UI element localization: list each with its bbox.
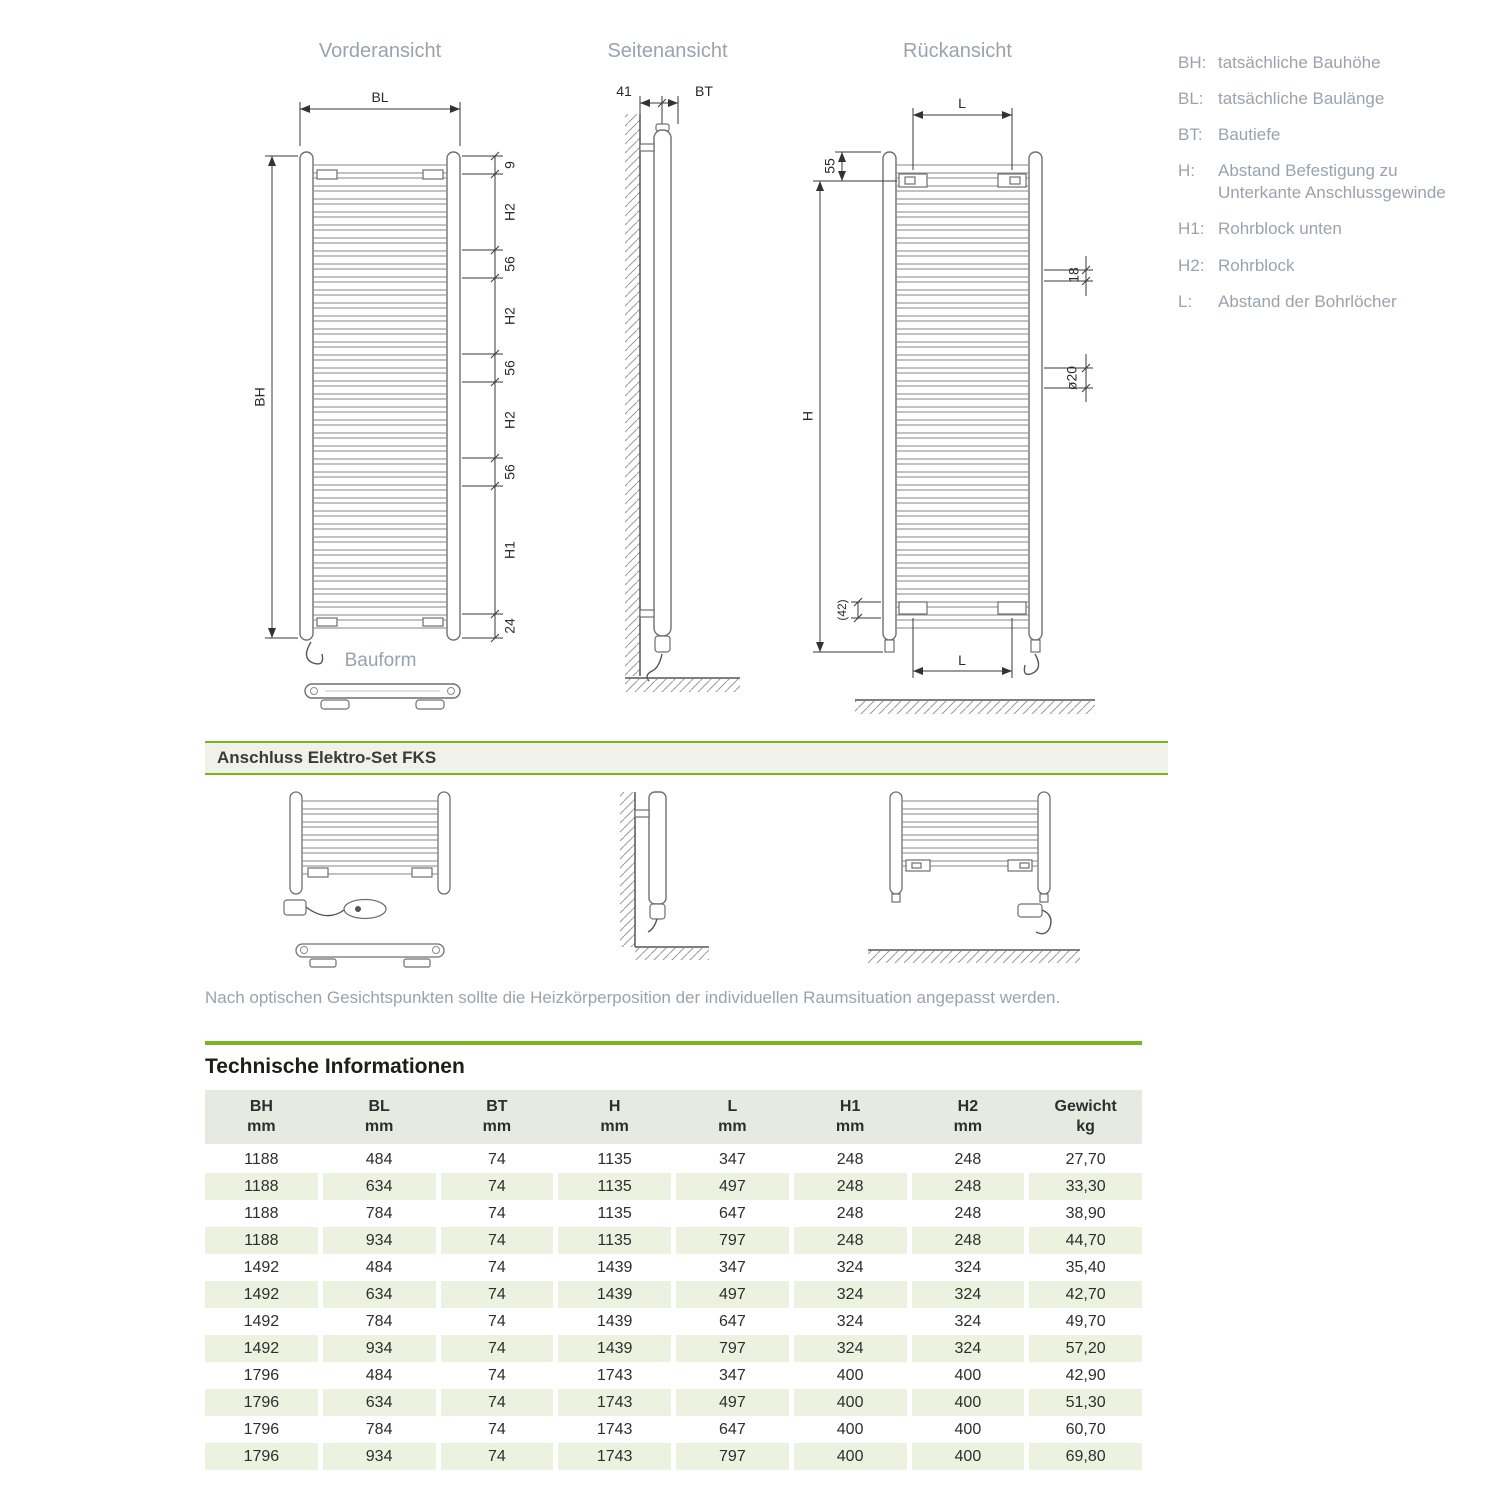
table-cell: 324 xyxy=(836,1313,864,1330)
table-cell: 797 xyxy=(676,1335,789,1362)
position-note: Nach optischen Gesichtspunkten sollte die Heizkörperposition der individuellen Raumsituation angepasst werden. xyxy=(205,988,1061,1007)
bauform-label: Bauform xyxy=(344,650,417,671)
column-unit: mm xyxy=(718,1118,747,1135)
dim-l-top-label: L xyxy=(958,95,966,111)
table-cell: 51,30 xyxy=(1029,1389,1142,1416)
table-cell: 1439 xyxy=(596,1313,633,1330)
legend-text: tatsächliche Baulänge xyxy=(1218,89,1385,109)
table-cell: 248 xyxy=(912,1173,1025,1200)
bauform-drawing xyxy=(295,676,470,726)
table-cell: 324 xyxy=(912,1281,1025,1308)
table-cell: 484 xyxy=(365,1151,393,1168)
dim-18-label: 18 xyxy=(1065,267,1082,283)
table-cell: 1439 xyxy=(558,1335,671,1362)
heating-element xyxy=(655,636,670,652)
table-cell: 400 xyxy=(794,1443,907,1470)
column-label: BH xyxy=(249,1098,273,1115)
power-cable xyxy=(647,654,662,681)
table-cell: 1743 xyxy=(558,1389,671,1416)
column-label: H xyxy=(608,1098,621,1115)
fks-section-bar xyxy=(205,741,1168,775)
rungs xyxy=(302,798,438,876)
table-cell: 1796 xyxy=(243,1367,280,1384)
legend-text: Rohrblock xyxy=(1218,255,1295,275)
dim-bt-label: BT xyxy=(695,83,713,99)
table-cell: 784 xyxy=(365,1205,393,1222)
table-row xyxy=(205,1200,1142,1227)
table-row xyxy=(205,1416,1142,1443)
table-cell: 497 xyxy=(676,1281,789,1308)
column-label: H2 xyxy=(957,1098,979,1115)
table-cell: 44,70 xyxy=(1029,1227,1142,1254)
table-row xyxy=(205,1254,1142,1281)
table-cell: 248 xyxy=(836,1205,864,1222)
column-unit: mm xyxy=(953,1118,983,1135)
table-header-cell xyxy=(441,1090,554,1144)
table-cell: 647 xyxy=(719,1313,746,1330)
table-row xyxy=(205,1335,1142,1362)
floor-hatch xyxy=(625,679,740,692)
dim-56-label: 56 xyxy=(501,256,518,272)
column-label: BL xyxy=(368,1098,390,1115)
table-cell: 1492 xyxy=(205,1281,318,1308)
dim-42-lines xyxy=(851,598,881,622)
dim-56-label: 56 xyxy=(501,464,518,480)
table-cell: 1796 xyxy=(243,1421,280,1438)
tech-table xyxy=(205,1090,1142,1470)
fks-front-drawing xyxy=(268,792,483,982)
floor-hatch xyxy=(868,951,1080,963)
table-row xyxy=(205,1389,1142,1416)
table-row xyxy=(205,1362,1142,1389)
column-label: Gewicht xyxy=(1054,1098,1117,1115)
table-cell: 1492 xyxy=(205,1335,318,1362)
dim-l-bottom-label: L xyxy=(958,652,966,668)
radiator-side xyxy=(649,792,666,904)
table-cell: 248 xyxy=(954,1151,982,1168)
table-header-cell xyxy=(676,1090,789,1144)
heating-element xyxy=(650,904,665,919)
table-cell: 60,70 xyxy=(1065,1421,1106,1438)
tech-info-title: Technische Informationen xyxy=(205,1055,465,1078)
table-cell: 1439 xyxy=(596,1259,633,1276)
column-label: L xyxy=(727,1098,738,1115)
table-header-cell xyxy=(205,1090,318,1144)
table-cell: 74 xyxy=(487,1151,506,1168)
dim-24-label: 24 xyxy=(501,618,518,634)
table-cell: 248 xyxy=(912,1227,1025,1254)
power-cable xyxy=(648,919,657,932)
table-cell: 400 xyxy=(836,1421,864,1438)
legend-item xyxy=(1178,160,1468,204)
table-cell: 484 xyxy=(365,1367,393,1384)
legend-abbr: H: xyxy=(1178,161,1195,181)
rear-view-drawing xyxy=(795,78,1100,733)
side-view-drawing xyxy=(592,78,747,723)
table-cell: 1743 xyxy=(596,1367,633,1384)
table-cell: 497 xyxy=(676,1389,789,1416)
table-cell: 400 xyxy=(954,1367,982,1384)
table-cell: 324 xyxy=(954,1259,982,1276)
table-cell: 33,30 xyxy=(1029,1173,1142,1200)
table-body xyxy=(205,1146,1142,1470)
right-dim-chain xyxy=(462,152,503,642)
rear-radiator-rungs xyxy=(896,164,1029,630)
table-cell: 324 xyxy=(794,1281,907,1308)
legend-abbr: BT: xyxy=(1178,125,1203,145)
dim-h1-label: H1 xyxy=(501,541,518,559)
floor-hatch xyxy=(635,948,709,960)
table-header-cell xyxy=(794,1090,907,1144)
dim-bh-label: BH xyxy=(251,387,268,407)
dim-h-label: H xyxy=(799,410,816,422)
heating-element xyxy=(284,900,306,915)
table-cell: 57,20 xyxy=(1029,1335,1142,1362)
table-cell: 74 xyxy=(487,1313,506,1330)
dim-56-label: 56 xyxy=(501,360,518,376)
table-header-cell xyxy=(323,1090,436,1144)
table-cell: 42,70 xyxy=(1029,1281,1142,1308)
table-cell: 797 xyxy=(676,1443,789,1470)
table-cell: 1135 xyxy=(558,1227,671,1254)
legend-item xyxy=(1178,255,1468,277)
column-label: BT xyxy=(486,1098,508,1115)
table-cell: 400 xyxy=(794,1389,907,1416)
table-row xyxy=(205,1146,1142,1173)
table-cell: 934 xyxy=(323,1443,436,1470)
legend-text: Rohrblock unten xyxy=(1218,219,1342,239)
table-cell: 324 xyxy=(912,1335,1025,1362)
fks-side-drawing xyxy=(597,792,712,982)
table-cell: 934 xyxy=(323,1335,436,1362)
table-row xyxy=(205,1308,1142,1335)
table-cell: 35,40 xyxy=(1065,1259,1106,1276)
table-cell: 1135 xyxy=(597,1205,632,1222)
table-cell: 74 xyxy=(441,1227,554,1254)
table-cell: 400 xyxy=(954,1421,982,1438)
side-radiator-body xyxy=(654,130,671,636)
table-top-rule xyxy=(205,1041,1142,1045)
table-header xyxy=(205,1090,1142,1144)
legend-text: Abstand der Bohrlöcher xyxy=(1218,291,1397,311)
table-cell: 1188 xyxy=(205,1227,318,1254)
legend-abbr: BL: xyxy=(1178,89,1204,109)
side-view-title: Seitenansicht xyxy=(607,40,728,62)
dim-h2-label: H2 xyxy=(501,203,518,221)
table-cell: 647 xyxy=(719,1205,746,1222)
table-cell: 647 xyxy=(719,1421,746,1438)
table-cell: 400 xyxy=(912,1389,1025,1416)
table-cell: 1796 xyxy=(205,1389,318,1416)
legend-abbr: H1: xyxy=(1178,219,1205,239)
table-cell: 347 xyxy=(719,1367,746,1384)
dim-h2-label: H2 xyxy=(501,307,518,325)
dim-42-label: (42) xyxy=(835,599,850,621)
table-cell: 74 xyxy=(487,1367,506,1384)
table-cell: 347 xyxy=(719,1259,746,1276)
table-cell: 324 xyxy=(836,1259,864,1276)
legend-abbr: BH: xyxy=(1178,53,1207,72)
legend-text: Abstand Befestigung zu Unterkante Anschlussgewinde xyxy=(1218,161,1446,203)
table-row xyxy=(205,1173,1142,1200)
table-cell: 784 xyxy=(365,1313,393,1330)
table-cell: 74 xyxy=(441,1281,554,1308)
table-cell: 497 xyxy=(676,1173,789,1200)
table-cell: 1743 xyxy=(558,1443,671,1470)
column-unit: mm xyxy=(482,1118,512,1135)
legend-abbr: L: xyxy=(1178,291,1193,311)
table-cell: 248 xyxy=(836,1151,864,1168)
column-unit: mm xyxy=(600,1118,629,1135)
table-cell: 248 xyxy=(794,1227,907,1254)
legend-abbr: H2: xyxy=(1178,255,1205,275)
table-cell: 484 xyxy=(365,1259,393,1276)
control-unit xyxy=(344,900,386,919)
bracket xyxy=(635,810,649,817)
dim-41-bt-lines xyxy=(640,96,678,124)
control-knob xyxy=(355,906,361,912)
column-unit: mm xyxy=(247,1118,276,1135)
wall-hatch xyxy=(620,792,635,947)
rungs xyxy=(902,798,1038,870)
table-cell: 634 xyxy=(323,1281,436,1308)
table-cell: 784 xyxy=(365,1421,393,1438)
table-cell: 27,70 xyxy=(1065,1151,1106,1168)
legend xyxy=(1178,52,1468,327)
table-cell: 38,90 xyxy=(1065,1205,1106,1222)
dim-9-label: 9 xyxy=(501,161,518,169)
legend-item xyxy=(1178,291,1468,313)
table-header-cell xyxy=(912,1090,1025,1144)
table-cell: 934 xyxy=(323,1227,436,1254)
table-cell: 74 xyxy=(441,1335,554,1362)
wall-hatch xyxy=(625,114,640,676)
heating-element xyxy=(1018,904,1042,917)
table-cell: 1135 xyxy=(597,1151,632,1168)
table-cell: 69,80 xyxy=(1029,1443,1142,1470)
table-cell: 400 xyxy=(836,1367,864,1384)
table-cell: 74 xyxy=(487,1205,506,1222)
table-cell: 1135 xyxy=(558,1173,671,1200)
dim-h-lines xyxy=(813,181,883,652)
fks-rear-drawing xyxy=(868,792,1083,972)
table-cell: 400 xyxy=(912,1443,1025,1470)
table-cell: 797 xyxy=(676,1227,789,1254)
table-cell: 1188 xyxy=(244,1151,279,1168)
dim-41-label: 41 xyxy=(616,83,632,99)
legend-text: Bautiefe xyxy=(1218,125,1281,145)
table-cell: 74 xyxy=(441,1389,554,1416)
dim-55-label: 55 xyxy=(821,158,838,174)
table-cell: 42,90 xyxy=(1065,1367,1106,1384)
table-cell: 324 xyxy=(954,1313,982,1330)
dim-bl-label: BL xyxy=(371,89,389,105)
dim-dia20-label: ø20 xyxy=(1063,365,1080,391)
legend-item xyxy=(1178,88,1468,110)
table-cell: 1743 xyxy=(596,1421,633,1438)
table-row xyxy=(205,1443,1142,1470)
table-cell: 248 xyxy=(794,1173,907,1200)
table-cell: 1796 xyxy=(205,1443,318,1470)
table-cell: 1492 xyxy=(243,1259,280,1276)
front-view-title: Vorderansicht xyxy=(318,40,442,62)
column-unit: mm xyxy=(364,1118,394,1135)
table-cell: 1492 xyxy=(243,1313,280,1330)
table-header-cell xyxy=(558,1090,671,1144)
table-cell: 74 xyxy=(487,1421,506,1438)
dim-bh-lines xyxy=(265,156,298,638)
dim-h2-label: H2 xyxy=(501,411,518,429)
table-row xyxy=(205,1281,1142,1308)
table-cell: 634 xyxy=(323,1389,436,1416)
table-cell: 1188 xyxy=(244,1205,279,1222)
table-cell: 248 xyxy=(954,1205,982,1222)
legend-item xyxy=(1178,52,1468,74)
legend-item xyxy=(1178,124,1468,146)
power-cable xyxy=(1024,654,1038,674)
front-view-drawing xyxy=(245,78,518,733)
legend-item xyxy=(1178,218,1468,240)
column-label: H1 xyxy=(839,1098,861,1115)
fks-section-title: Anschluss Elektro-Set FKS xyxy=(217,748,437,767)
column-unit: mm xyxy=(835,1118,865,1135)
table-cell: 347 xyxy=(719,1151,746,1168)
table-cell: 74 xyxy=(441,1443,554,1470)
table-cell: 634 xyxy=(323,1173,436,1200)
power-cable xyxy=(306,907,344,916)
table-row xyxy=(205,1227,1142,1254)
table-cell: 1439 xyxy=(558,1281,671,1308)
side-mounting-brackets xyxy=(640,144,654,617)
table-cell: 49,70 xyxy=(1065,1313,1106,1330)
column-unit: kg xyxy=(1076,1118,1095,1135)
table-cell: 324 xyxy=(794,1335,907,1362)
dim-l-top-lines xyxy=(913,108,1012,170)
table-header-cell xyxy=(1029,1090,1142,1144)
rear-view-title: Rückansicht xyxy=(903,40,1012,62)
table-cell: 1188 xyxy=(205,1173,318,1200)
front-radiator-rungs xyxy=(313,164,447,630)
bauform-profile xyxy=(296,944,444,967)
floor-hatch xyxy=(855,701,1095,714)
legend-text: tatsächliche Bauhöhe xyxy=(1218,53,1381,72)
table-cell: 74 xyxy=(487,1259,506,1276)
table-cell: 74 xyxy=(441,1173,554,1200)
dim-bl-lines xyxy=(300,102,460,146)
